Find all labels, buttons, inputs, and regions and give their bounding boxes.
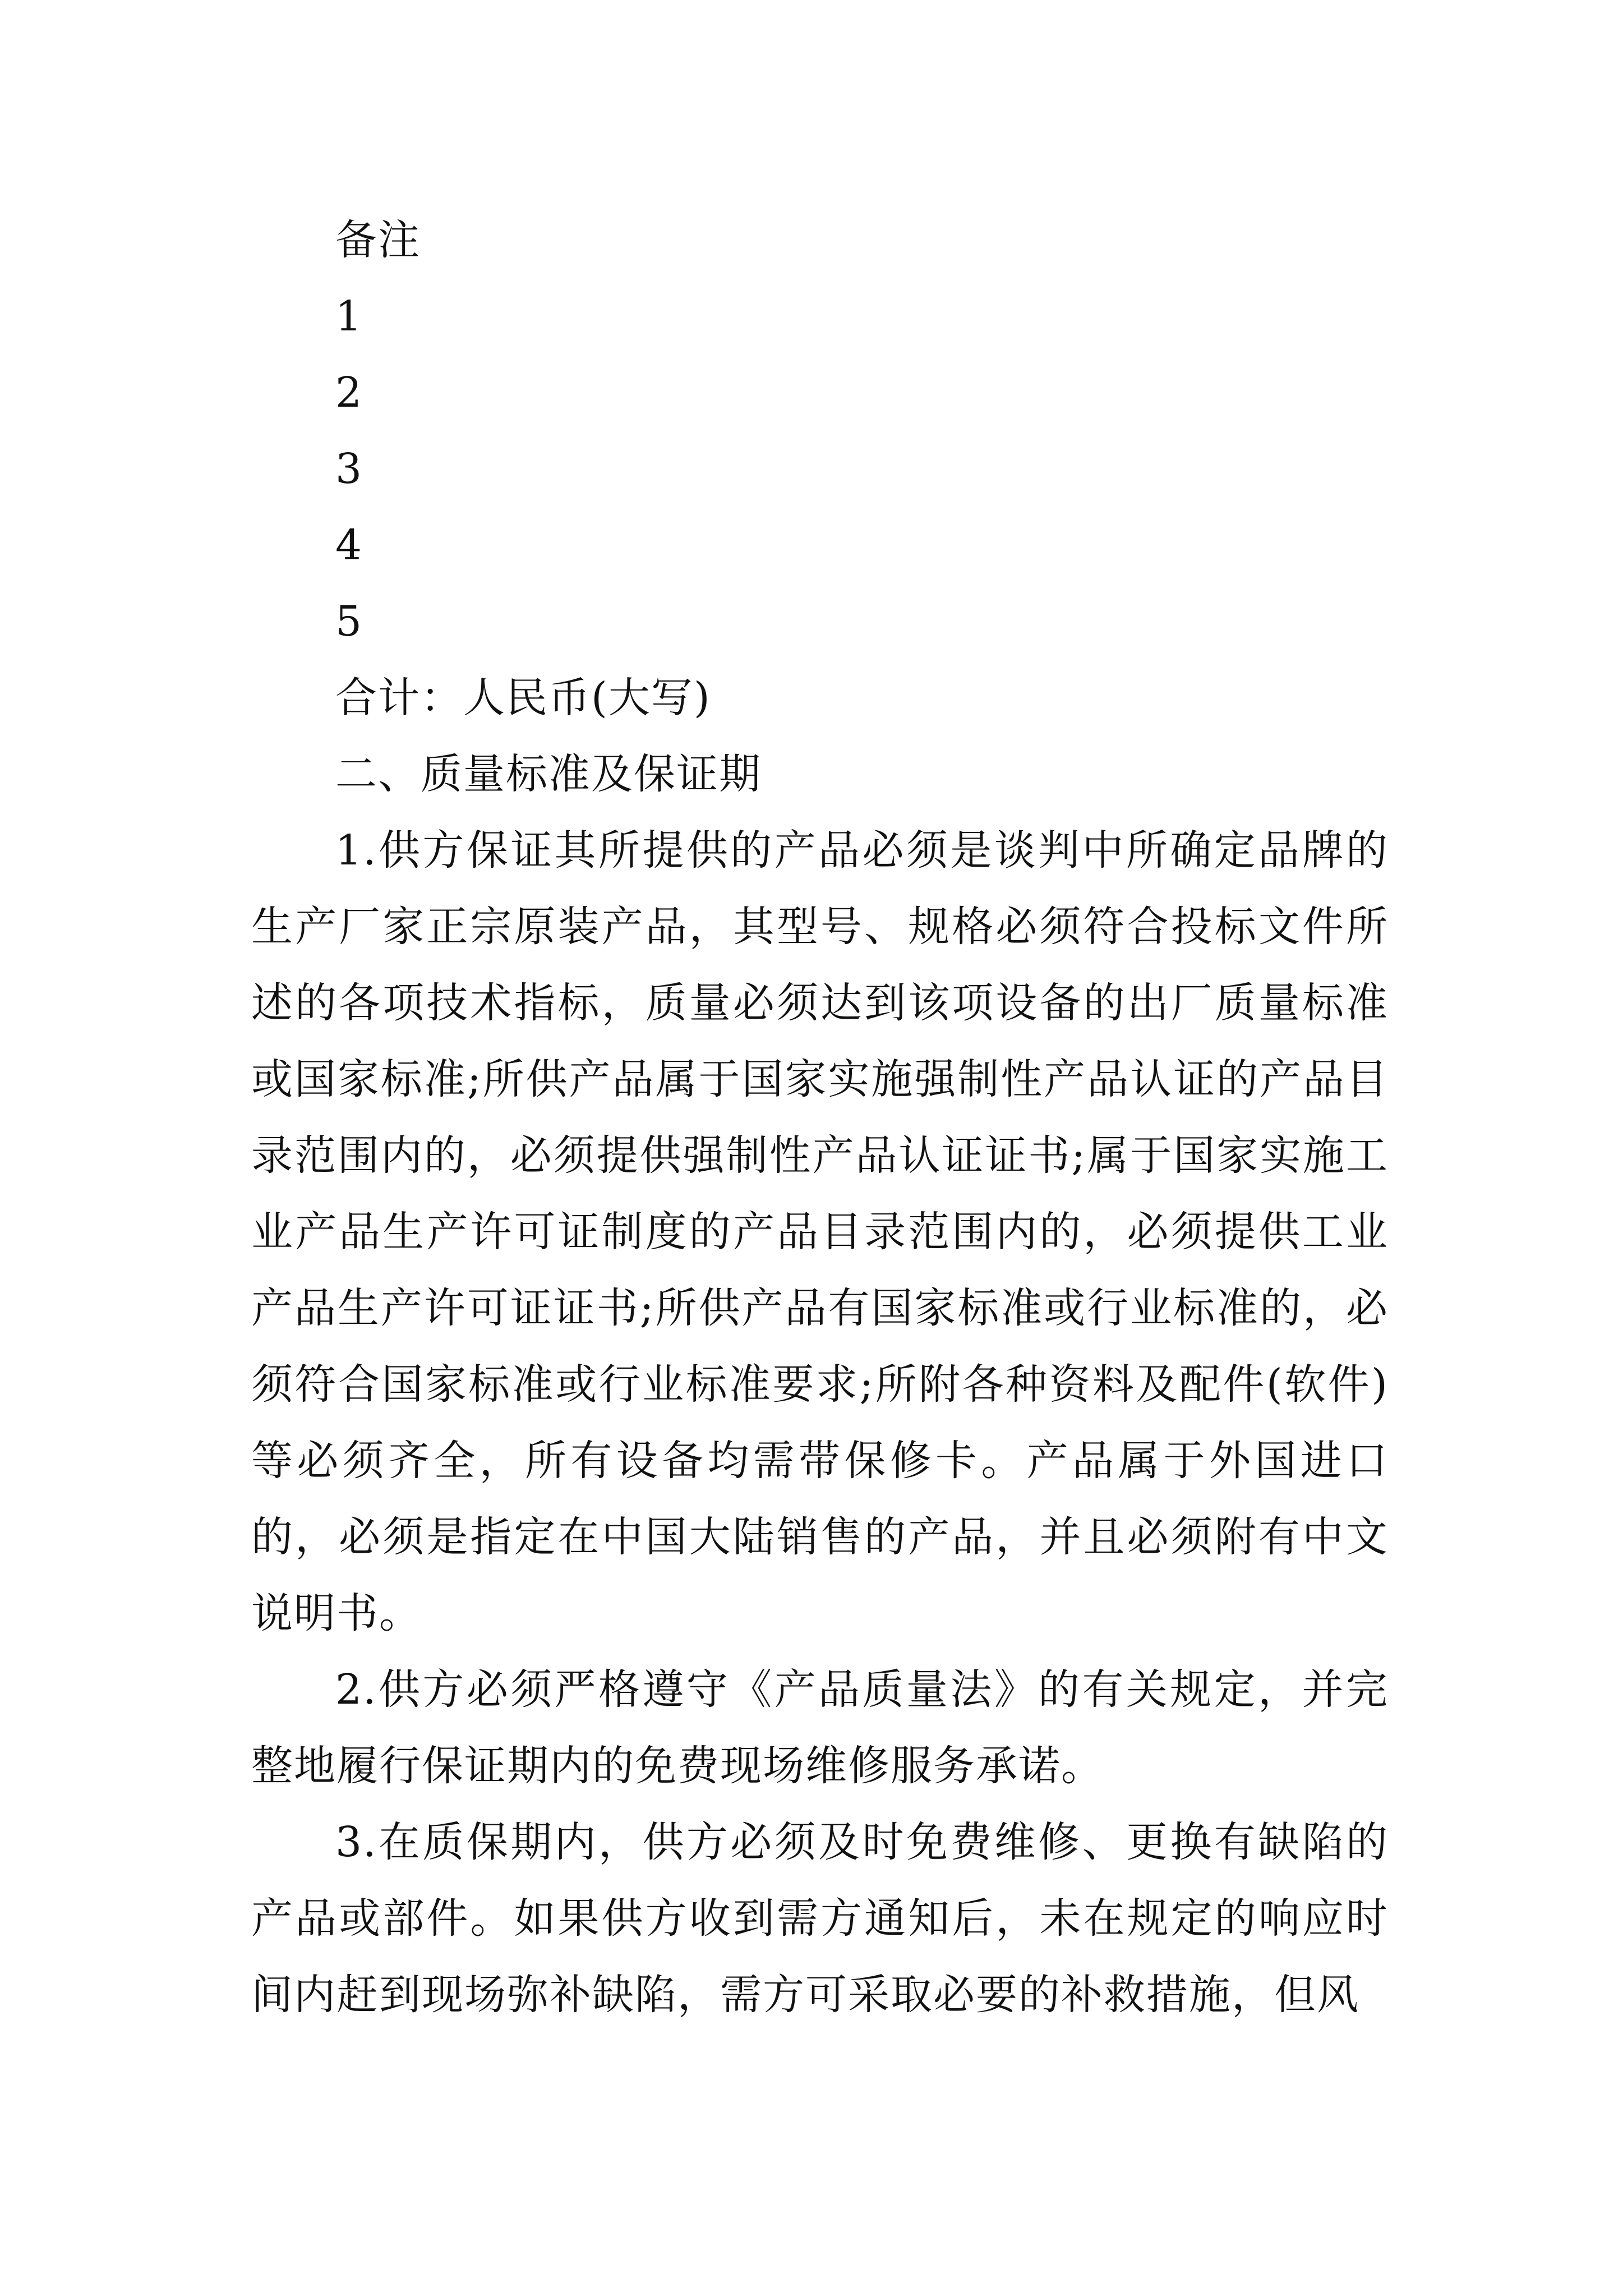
row-number: 4 xyxy=(335,521,363,569)
row-number: 3 xyxy=(335,445,363,493)
remarks-label: 备注 xyxy=(335,216,421,264)
section-title: 二、质量标准及保证期 xyxy=(335,750,762,798)
paragraph-3: 3.在质保期内，供方必须及时免费维修、更换有缺陷的产品或部件。如果供方收到需方通知后，未在规定的响应时间内赶到现场弥补缺陷，需方可采取必要的补救措施，但风 xyxy=(251,1818,1389,2019)
row-number: 5 xyxy=(335,597,363,646)
row-number: 1 xyxy=(335,292,363,341)
total-amount-line: 合计：人民币(大写) xyxy=(335,674,711,722)
paragraph-2: 2.供方必须严格遵守《产品质量法》的有关规定，并完整地履行保证期内的免费现场维修服务承诺。 xyxy=(251,1665,1389,1790)
document-body xyxy=(251,202,1389,2033)
row-number: 2 xyxy=(335,369,363,417)
paragraph-1: 1.供方保证其所提供的产品必须是谈判中所确定品牌的生产厂家正宗原装产品，其型号、规格必须符合投标文件所述的各项技术指标，质量必须达到该项设备的出厂质量标准或国家标准;所供产品属于国家实施强制性产品认证的产品目录范围内的，必须提供强制性产品认证证书;属于国家实施工业产品生产许可证制度的产品目录范围内的，必须提供工业产品生产许可证证书;所供产品有国家标准或行业标准的，必须符合国家标准或行业标准要求;所附各种资料及配件(软件)等必须齐全，所有设备均需带保修卡。产品属于外国进口的，必须是指定在中国大陆销售的产品，并且必须附有中文说明书。 xyxy=(251,826,1389,1637)
